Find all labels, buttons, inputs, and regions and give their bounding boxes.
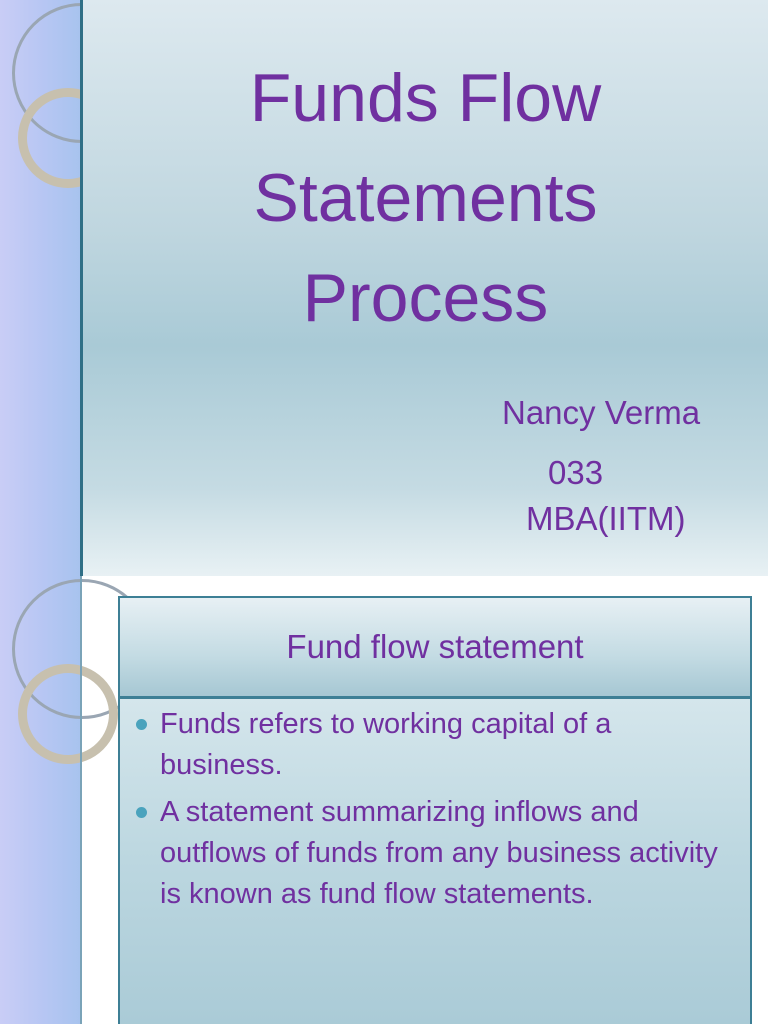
decorative-ring-icon [18, 664, 118, 764]
list-item [134, 792, 732, 915]
title-line: Funds Flow [249, 60, 602, 136]
bullet-icon [136, 719, 147, 730]
bullet-icon [136, 807, 147, 818]
author-roll: 033 [548, 454, 604, 491]
author-program: MBA(IITM) [526, 500, 686, 537]
bullet-text: Funds refers to working capital of a business. [160, 708, 612, 781]
title-line: Process [302, 260, 549, 336]
author-name: Nancy Verma [502, 394, 701, 431]
bullet-list [134, 704, 732, 921]
title-line: Statements [253, 160, 598, 236]
slide-heading: Fund flow statement [286, 628, 584, 665]
slide-title [83, 48, 768, 348]
content-slide [0, 576, 768, 1024]
side-divider [80, 576, 82, 1024]
box-header [120, 598, 750, 699]
list-item [134, 704, 732, 786]
bullet-text: A statement summarizing inflows and outflows of funds from any business activity is known as fund flow statements. [160, 796, 718, 910]
content-box [118, 596, 752, 1024]
